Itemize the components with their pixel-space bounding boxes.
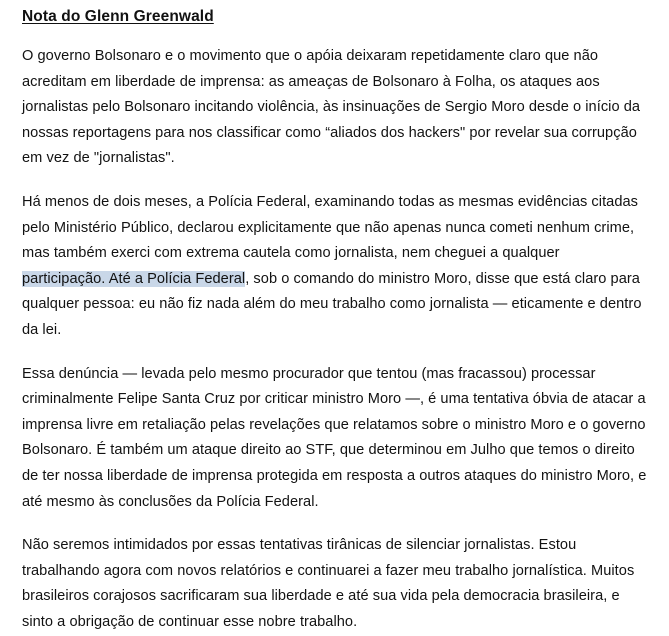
text-selection-highlight[interactable]: participação. Até a Polícia Federal	[22, 270, 246, 287]
paragraph-3: Essa denúncia — levada pelo mesmo procurador que tentou (mas fracassou) processar criminalmente Felipe Santa Cruz por criticar ministro Moro —, é uma tentativa óbvia de atacar a imprensa livre em retaliação pelas revelações que relatamos sobre o ministro Moro e o governo Bolsonaro. É também um ataque direito ao STF, que determinou em Julho que temos o direito de ter nossa liberdade de imprensa protegida em resposta a outros ataques do ministro Moro, e até mesmo às conclusões da Polícia Federal.	[22, 365, 647, 510]
paragraph-2	[22, 190, 647, 344]
paragraph-1: O governo Bolsonaro e o movimento que o apóia deixaram repetidamente claro que não acreditam em liberdade de imprensa: as ameaças de Bolsonaro à Folha, os ataques aos jornalistas pelo Bolsonaro incitando violência, às insinuações de Sergio Moro desde o início da nossas reportagens para nos classificar como “aliados dos hackers" por revelar sua corrupção em vez de "jornalistas".	[22, 48, 641, 167]
paragraph-2-text-before: Há menos de dois meses, a Polícia Federal, examinando todas as mesmas evidências citadas pelo Ministério Público, declarou explicitamente que não apenas nunca cometi nenhum crime, mas também exerci com extrema cautela como jornalista, nem cheguei a qualquer	[22, 193, 639, 262]
page-title: Nota do Glenn Greenwald	[22, 8, 214, 25]
paragraph-4: Não seremos intimidados por essas tentativas tirânicas de silenciar jornalistas. Estou trabalhando agora com novos relatórios e continuarei a fazer meu trabalho jornalística. Muitos brasileiros corajosos sacrificaram sua liberdade e até sua vida pela democracia brasileira, e sinto a obrigação de continuar esse nobre trabalho.	[22, 537, 635, 630]
paragraph-2-text-after: , sob o comando do ministro Moro, disse que está claro para qualquer pessoa: eu não fiz nada além do meu trabalho como jornalista — eticamente e dentro da lei.	[22, 270, 642, 338]
